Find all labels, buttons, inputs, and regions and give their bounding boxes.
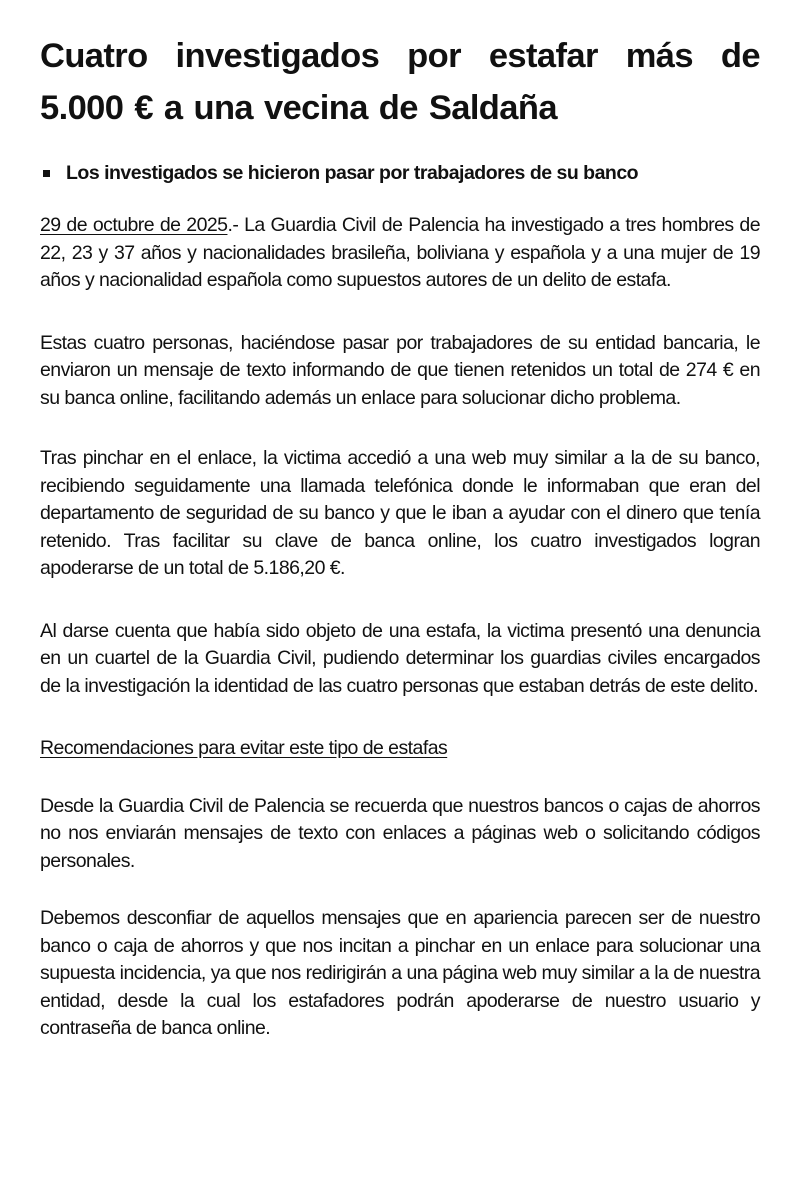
paragraph-3: Tras pinchar en el enlace, la victima accedió a una web muy similar a la de su banco, recibiendo seguidamente una llamada telefónica donde le informaban que eran del departamento de seguridad de su banco y que le iban a ayudar con el dinero que tenía retenido. Tras facilitar su clave de banca online, los cuatro investigados logran apoderarse de un total de 5.186,20 €. bbox=[40, 447, 760, 579]
lead-text: .- La Guardia Civil de Palencia ha investigado a tres hombres de 22, 23 y 37 años y nacionalidades brasileña, boliviana y española y a una mujer de 19 años y nacionalidad española como supuestos autores de un delito de estafa. bbox=[40, 214, 760, 291]
subtitle-row bbox=[40, 160, 760, 186]
publication-date: 29 de octubre de 2025 bbox=[40, 214, 228, 236]
article-title: Cuatro investigados por estafar más de 5.000 € a una vecina de Saldaña bbox=[40, 37, 760, 127]
article-subtitle: Los investigados se hicieron pasar por trabajadores de su banco bbox=[66, 162, 639, 184]
lead-paragraph bbox=[40, 212, 760, 295]
paragraph-5: Desde la Guardia Civil de Palencia se recuerda que nuestros bancos o cajas de ahorros no nos enviarán mensajes de texto con enlaces a páginas web o solicitando códigos personales. bbox=[40, 794, 760, 872]
square-bullet-icon bbox=[43, 170, 50, 177]
paragraph-6: Debemos desconfiar de aquellos mensajes que en apariencia parecen ser de nuestro banco o caja de ahorros y que nos incitan a pinchar en un enlace para solucionar una supuesta incidencia, ya que nos redirigirán a una página web muy similar a la de nuestra entidad, desde la cual los estafadores podrán apoderarse de nuestro usuario y contraseña de banca online. bbox=[40, 907, 760, 1039]
paragraph-2: Estas cuatro personas, haciéndose pasar por trabajadores de su entidad bancaria, le enviaron un mensaje de texto informando de que tienen retenidos un total de 274 € en su banca online, facilitando además un enlace para solucionar dicho problema. bbox=[40, 331, 760, 409]
recommendations-heading: Recomendaciones para evitar este tipo de estafas bbox=[40, 737, 448, 759]
press-release bbox=[40, 30, 760, 1043]
paragraph-4: Al darse cuenta que había sido objeto de una estafa, la victima presentó una denuncia en un cuartel de la Guardia Civil, pudiendo determinar los guardias civiles encargados de la investigación la identidad de las cuatro personas que estaban detrás de este delito. bbox=[40, 619, 760, 697]
